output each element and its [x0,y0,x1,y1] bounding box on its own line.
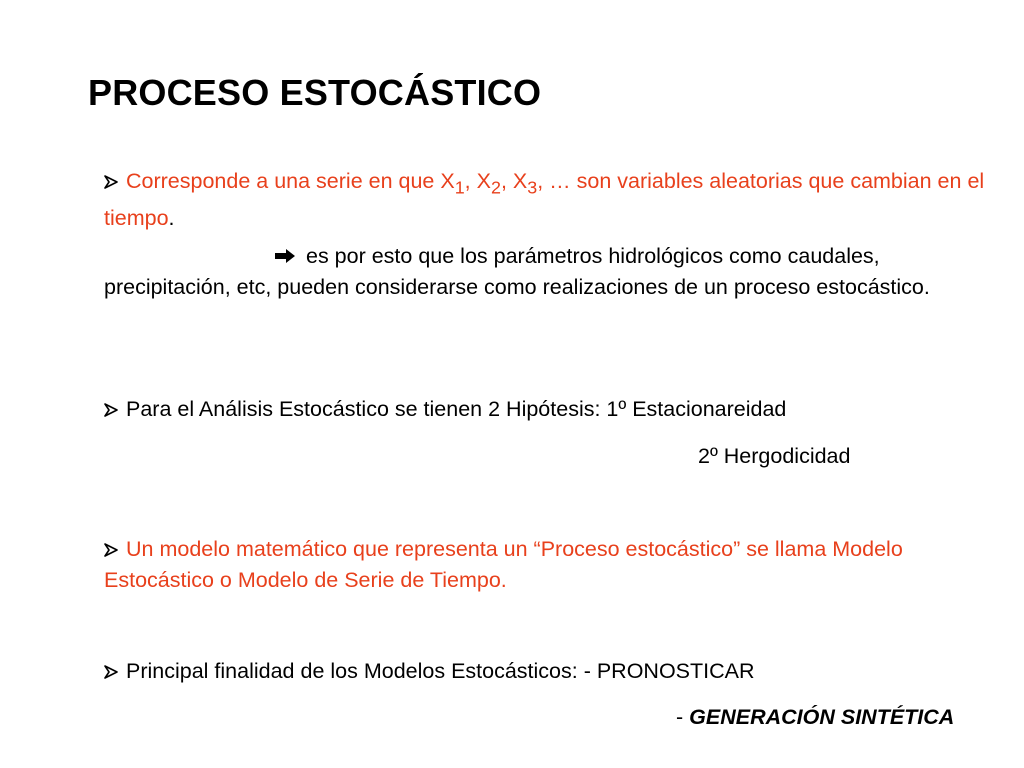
second-hypothesis: 2º Hergodicidad [698,444,851,468]
slide-title: PROCESO ESTOCÁSTICO [88,72,542,113]
purpose-second-label: GENERACIÓN SINTÉTICA [689,705,955,729]
definition-period: . [168,206,175,231]
definition-sep1: , X [464,169,491,193]
x3-subscript: 3 [527,177,538,198]
purpose-second-dash: - [676,705,690,729]
x1-subscript: 1 [454,177,465,198]
hypotheses-text: Para el Análisis Estocástico se tienen 2 Hipótesis: 1º Estacionareidad [126,397,787,421]
right-pointing-arrowhead-icon [104,175,118,189]
purpose-second-item [676,702,1016,733]
x2-subscript: 2 [490,177,501,198]
definition-suffix: , … son variables aleatorias que cambian en el tiempo [104,169,985,231]
right-pointing-arrowhead-icon [104,403,118,417]
bold-right-arrow-icon [274,248,296,264]
paragraph-model [104,534,1004,596]
paragraph-definition [104,166,1004,234]
definition-sep2: , X [500,169,528,193]
right-pointing-arrowhead-icon [104,665,118,679]
purpose-text: Principal finalidad de los Modelos Estocásticos: - PRONOSTICAR [126,659,755,683]
right-pointing-arrowhead-icon [104,543,118,557]
paragraph-purpose [104,656,1004,687]
paragraph-hypotheses [104,394,1004,425]
model-text: Un modelo matemático que representa un “Proceso estocástico” se llama Modelo Estocástico o Modelo de Serie de Tiempo. [104,537,903,592]
hydrology-text: es por esto que los parámetros hidrológicos como caudales, precipitación, etc, pueden considerarse como realizaciones de un proceso estocástico. [104,244,930,299]
definition-prefix: Corresponde a una serie en que X [126,169,455,193]
paragraph-hydrology [104,241,1004,303]
